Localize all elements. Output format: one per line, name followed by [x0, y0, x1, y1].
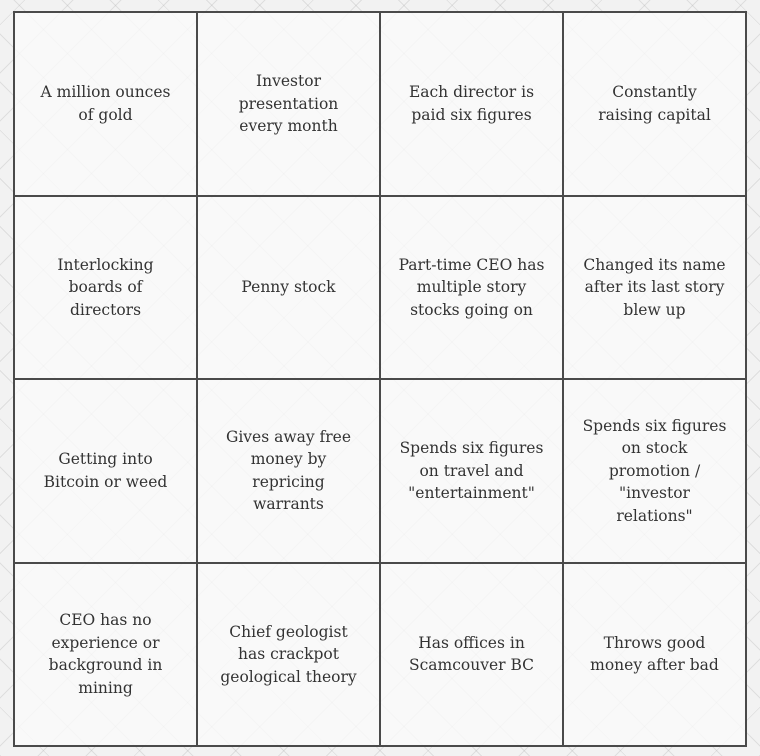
bingo-cell-text: Changed its name after its last story blew up [583, 255, 726, 319]
bingo-cell-text: CEO has no experience or background in mining [48, 611, 163, 697]
bingo-cell-text: Constantly raising capital [598, 83, 711, 124]
bingo-cell-text: Interlocking boards of directors [57, 255, 154, 319]
bingo-cell [15, 197, 198, 381]
bingo-cell [198, 13, 381, 197]
bingo-cell [15, 13, 198, 197]
bingo-cell-text: Throws good money after bad [590, 633, 719, 675]
bingo-cell-text: Spends six figures on stock promotion / "investor relations" [582, 416, 727, 525]
bingo-cell-text: Gives away free money by repricing warrants [225, 427, 352, 514]
bingo-cell-text: Each director is paid six figures [408, 83, 535, 124]
bingo-cell [198, 197, 381, 381]
bingo-cell-text: Penny stock [241, 278, 336, 296]
bingo-cell [564, 380, 747, 564]
bingo-cell [381, 564, 564, 748]
bingo-cell [381, 380, 564, 564]
bingo-card [13, 11, 747, 747]
bingo-cell [198, 564, 381, 748]
bingo-cell-text: Part-time CEO has multiple story stocks going on [398, 255, 545, 319]
bingo-cell [381, 13, 564, 197]
bingo-cell-text: Investor presentation every month [238, 72, 339, 135]
bingo-cell-text: A million ounces of gold [40, 83, 171, 124]
bingo-cell [564, 13, 747, 197]
bingo-cell [564, 197, 747, 381]
bingo-cell-text: Has offices in Scamcouver BC [408, 633, 535, 675]
bingo-cell [15, 380, 198, 564]
bingo-cell [381, 197, 564, 381]
bingo-cell [198, 380, 381, 564]
bingo-cell-text: Getting into Bitcoin or weed [43, 450, 168, 491]
bingo-cell-text: Spends six figures on travel and "entertainment" [399, 439, 544, 502]
bingo-cell-text: Chief geologist has crackpot geological theory [220, 622, 357, 686]
bingo-cell [15, 564, 198, 748]
bingo-cell [564, 564, 747, 748]
